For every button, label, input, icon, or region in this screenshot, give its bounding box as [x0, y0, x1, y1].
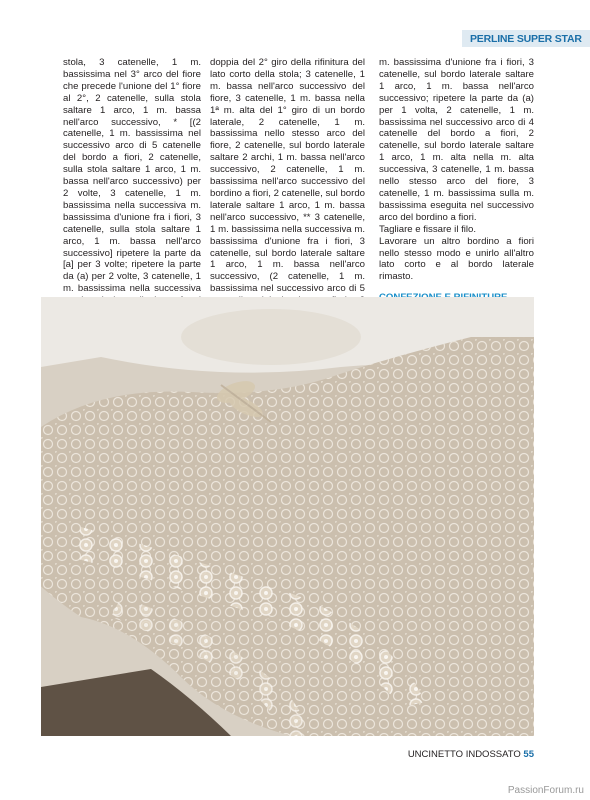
- column-3-paragraph-3: Lavorare un altro bordino a fiori nello stesso modo e unirlo all'altro lato corto e al bordo laterale rimasto.: [379, 235, 534, 283]
- section-tag: [462, 30, 590, 47]
- magazine-name: UNCINETTO INDOSSATO: [407, 749, 521, 760]
- column-3-text: m. bassissima d'unione fra i fiori, 3 catenelle, sul bordo laterale saltare 1 arco, 1 m. bassa nell'arco successivo; ripetere la parte da (a) per 1 volta, 2 catenelle, 1 m. bassissima nel successivo arco di 4 catenelle del bordo a fiori, 2 catenelle, sul bordo laterale saltare 1 arco, 1 m. alta nella m. alta successiva, 3 catenelle, 1 m. bassa nello stesso arco del fiore, 3 catenelle, 1 m. bassissima sulla m. bassissima eseguita nel successivo arco del bordino a fiori.: [379, 57, 534, 223]
- page-footer: [408, 749, 534, 760]
- column-2-text: doppia del 2° giro della rifinitura del lato corto della stola; 3 catenelle, 1 m. bassa nell'arco successivo del fiore, 3 catenelle, 1 m. bassa nella 1ª m. alta del 1° giro di un bordo laterale, 2 catenelle, 1 m. bassissima nello stesso arco del fiore, 2 catenelle, sul bordo laterale saltare 2 archi, 1 m. bassa nell'arco successivo, 2 catenelle, 1 m. bassissima nell'arco successivo del bordino a fiori, 2 catenelle, sul bordo laterale saltare 1 arco, 1 m. bassa nell'arco successivo, ** 3 catenelle, 1 m. bassissima nella successiva m. bassissima d'unione fra i fiori, 3 catenelle, sul bordo laterale saltare 1 arco, 1 m. bassa nell'arco successivo, (2 catenelle, 1 m. bassissima nel successivo arco di 5: [210, 57, 365, 295]
- watermark: PassionForum.ru: [507, 785, 584, 796]
- page-number: 55: [523, 749, 534, 760]
- photo-illustration: [41, 297, 534, 736]
- crochet-shawl-photo: [41, 297, 534, 736]
- section-tag-label: PERLINE SUPER STAR: [470, 32, 582, 45]
- column-3-paragraph-2: Tagliare e fissare il filo.: [379, 223, 477, 235]
- column-1-text: stola, 3 catenelle, 1 m. bassissima nel 3° arco del fiore che precede l'unione del 1° fiore al 2°, 2 catenelle, sulla stola saltare 1 arco, 1 m. bassa nell'arco successivo, * [(2 catenelle, 1 m. bassissima nel successivo arco di 5 catenelle del bordo a fiori, 2 catenelle, sulla stola saltare 1 arco, 1 m. bassa nell'arco successivo) per 2 volte, 3 catenelle, 1 m. bassissima nella successiva m. bassissima d'unione fra i fiori, 3 catenelle, sulla stola saltare 1 arco, 1 m. bassa nell'arco successivo] ripetere la parte da [a] per 3 volte; ripetere la parte da (a) per 2 volte, 3 catenelle, 1 m. bassissima nella successiva: [63, 57, 201, 295]
